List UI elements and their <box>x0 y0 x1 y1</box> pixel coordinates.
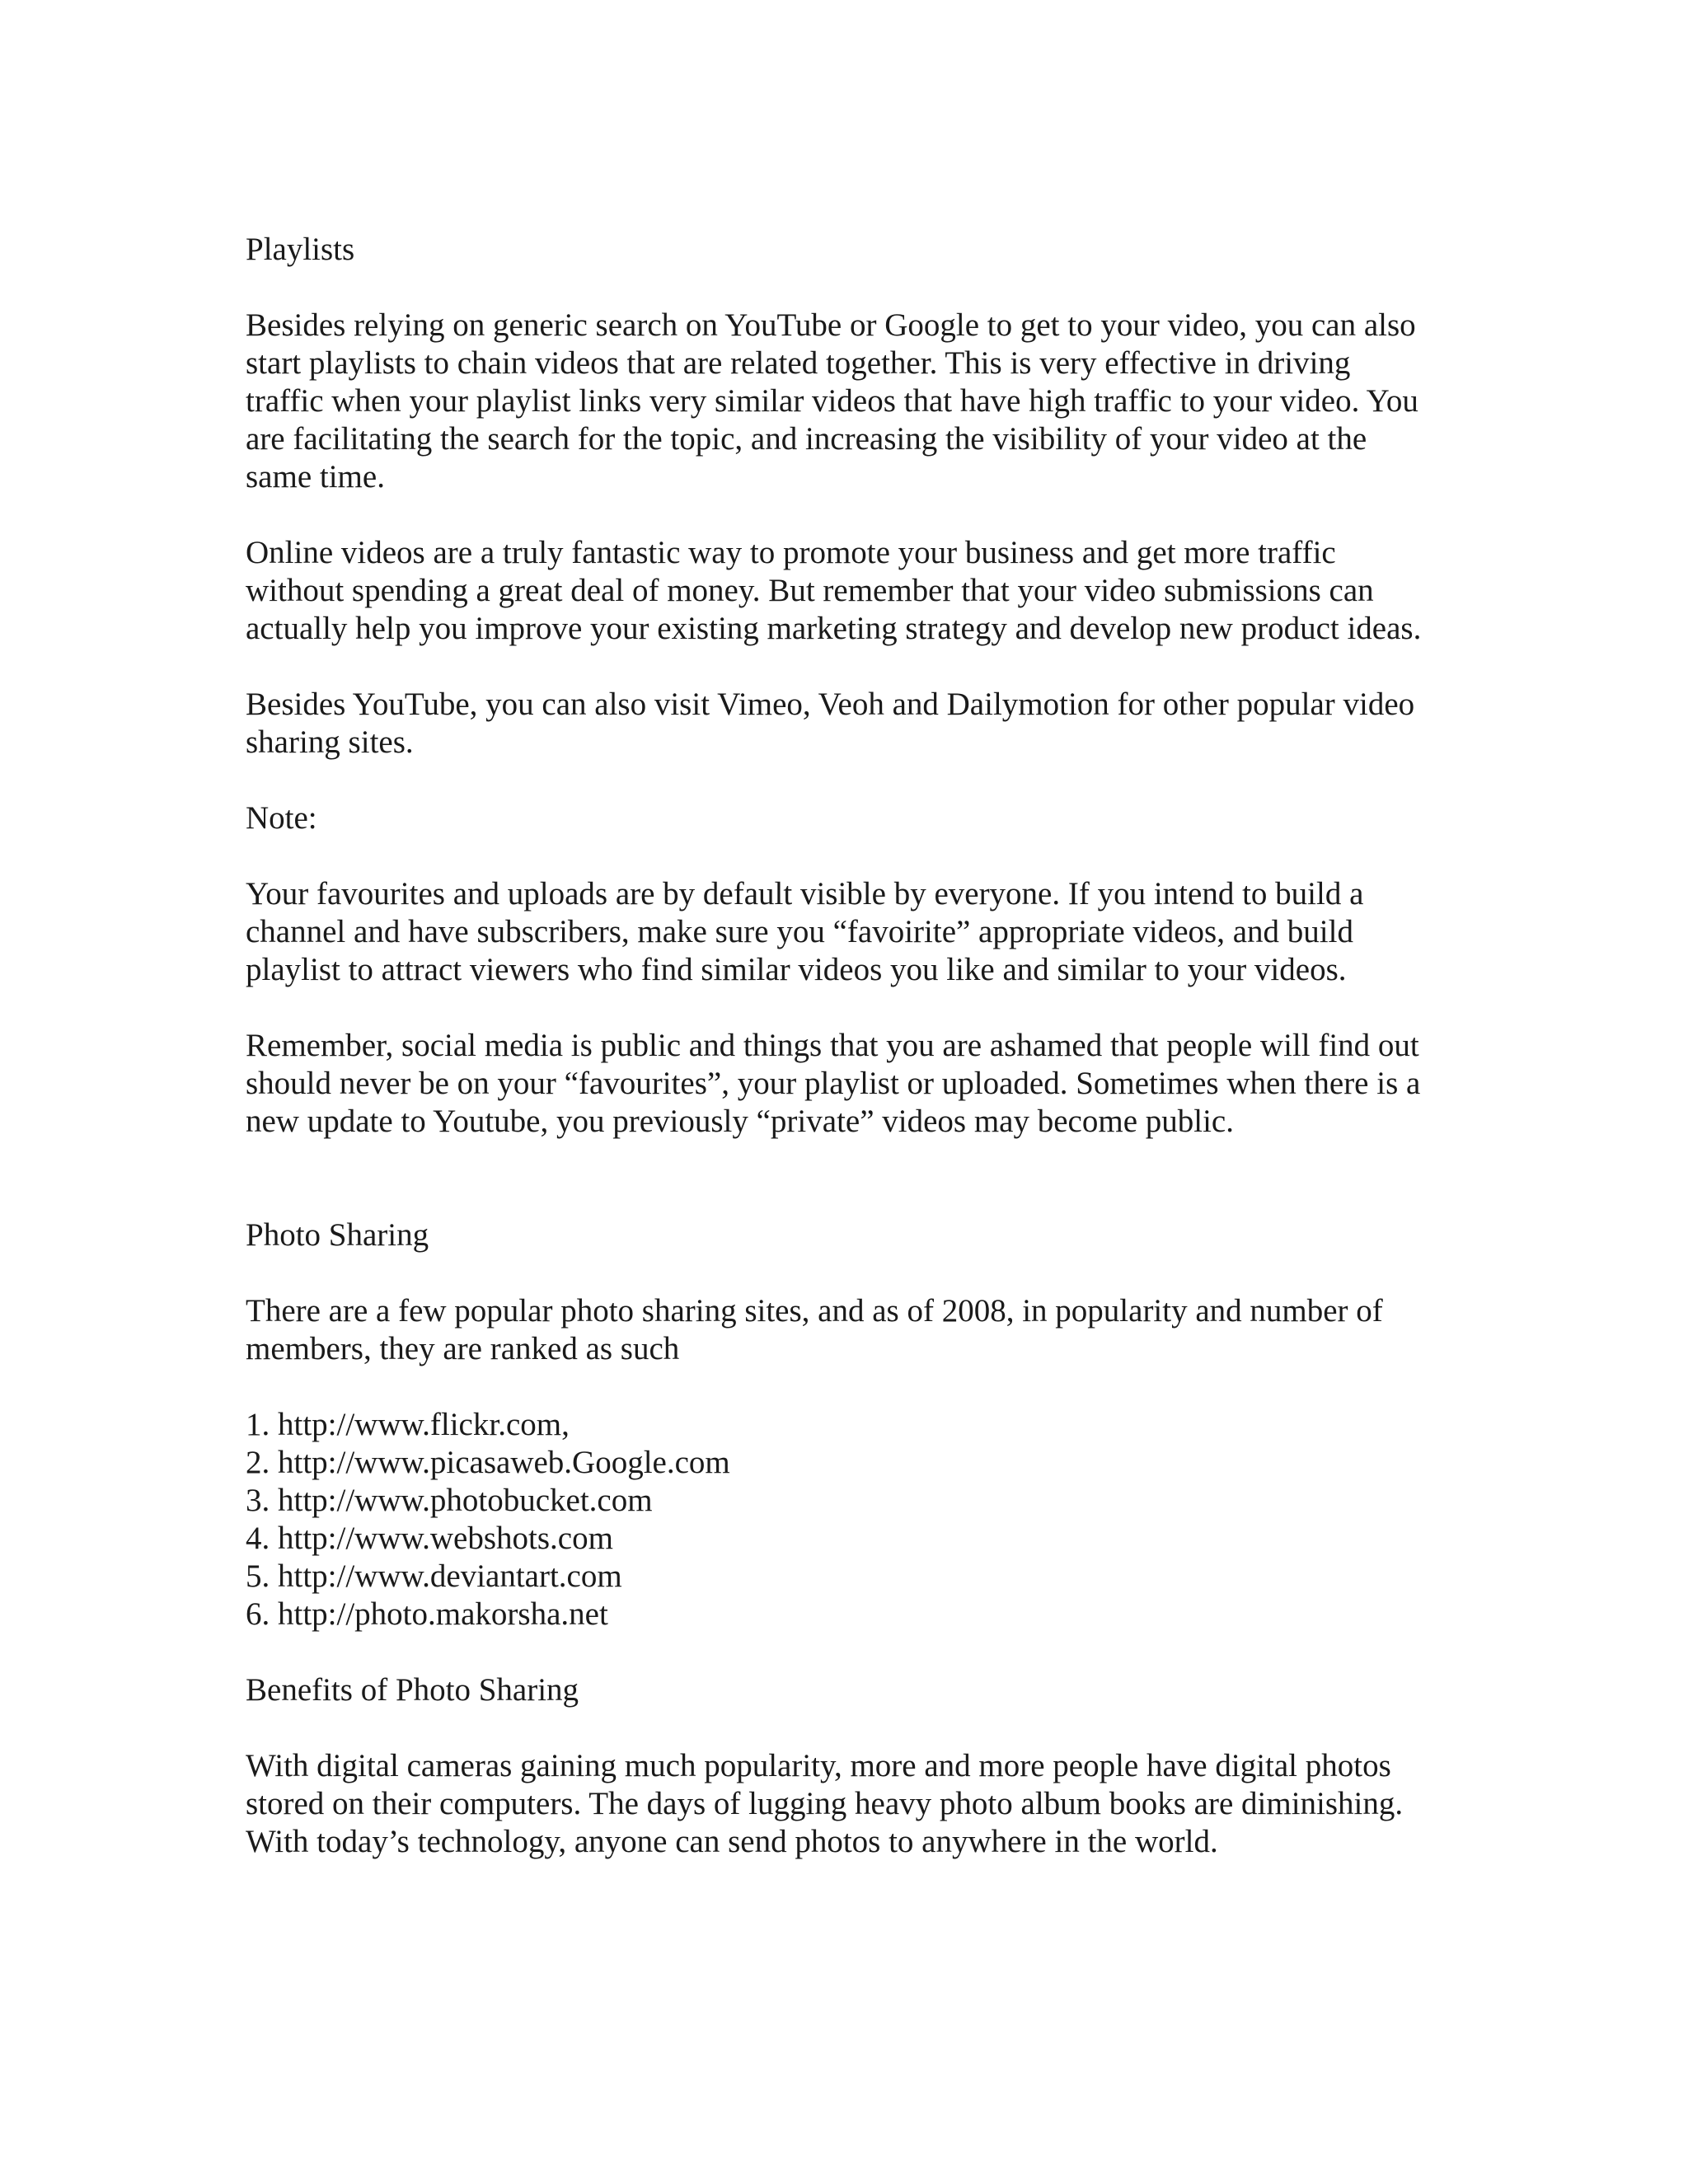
photo-site-item: 3. http://www.photobucket.com <box>246 1483 653 1518</box>
playlists-paragraph-5: Remember, social media is public and things that you are ashamed that people will find out should never be on your “favourites”, your playlist or uploaded. Sometimes when there is a new update to Youtube, you previously “private” videos may become public. <box>246 1028 1421 1139</box>
playlists-paragraph-3: Besides YouTube, you can also visit Vimeo, Veoh and Dailymotion for other popular video sharing sites. <box>246 687 1415 760</box>
photo-site-item: 6. http://photo.makorsha.net <box>246 1596 608 1632</box>
benefits-paragraph-1: With digital cameras gaining much popularity, more and more people have digital photos stored on their computers. The days of lugging heavy photo album books are diminishing. With today’s technology, anyone can send photos to anywhere in the world. <box>246 1748 1404 1859</box>
spacer <box>246 1141 1432 1216</box>
playlists-paragraph-2: Online videos are a truly fantastic way to promote your business and get more traffic without spending a great deal of money. But remember that your video submissions can actually help you improve your existing marketing strategy and develop new product ideas. <box>246 535 1422 646</box>
spacer <box>246 1633 1432 1671</box>
photo-sharing-intro: There are a few popular photo sharing sites, and as of 2008, in popularity and number of members, they are ranked as such <box>246 1293 1383 1366</box>
photo-sites-list <box>246 1406 1432 1633</box>
section-title-photo-sharing: Photo Sharing <box>246 1217 429 1253</box>
section-title-benefits: Benefits of Photo Sharing <box>246 1672 579 1708</box>
note-label: Note: <box>246 800 317 836</box>
spacer <box>246 1368 1432 1406</box>
spacer <box>246 269 1432 307</box>
photo-site-item: 4. http://www.webshots.com <box>246 1521 613 1556</box>
playlists-paragraph-4: Your favourites and uploads are by default visible by everyone. If you intend to build a channel and have subscribers, make sure you “favoirite” appropriate videos, and build playlist to attract viewers who find similar videos you like and similar to your videos. <box>246 876 1364 987</box>
playlists-paragraph-1: Besides relying on generic search on YouTube or Google to get to your video, you can also start playlists to chain videos that are related together. This is very effective in driving traffic when your playlist links very similar videos that have high traffic to your video. You are facilitating the search for the topic, and increasing the visibility of your video at the same time. <box>246 307 1418 494</box>
spacer <box>246 762 1432 799</box>
photo-site-item: 1. http://www.flickr.com, <box>246 1407 570 1442</box>
spacer <box>246 648 1432 686</box>
spacer <box>246 837 1432 875</box>
spacer <box>246 1254 1432 1292</box>
spacer <box>246 496 1432 534</box>
section-title-playlists: Playlists <box>246 232 355 267</box>
document-page <box>246 231 1432 1861</box>
photo-site-item: 2. http://www.picasaweb.Google.com <box>246 1445 730 1480</box>
spacer <box>246 989 1432 1027</box>
photo-site-item: 5. http://www.deviantart.com <box>246 1558 622 1594</box>
spacer <box>246 1709 1432 1747</box>
